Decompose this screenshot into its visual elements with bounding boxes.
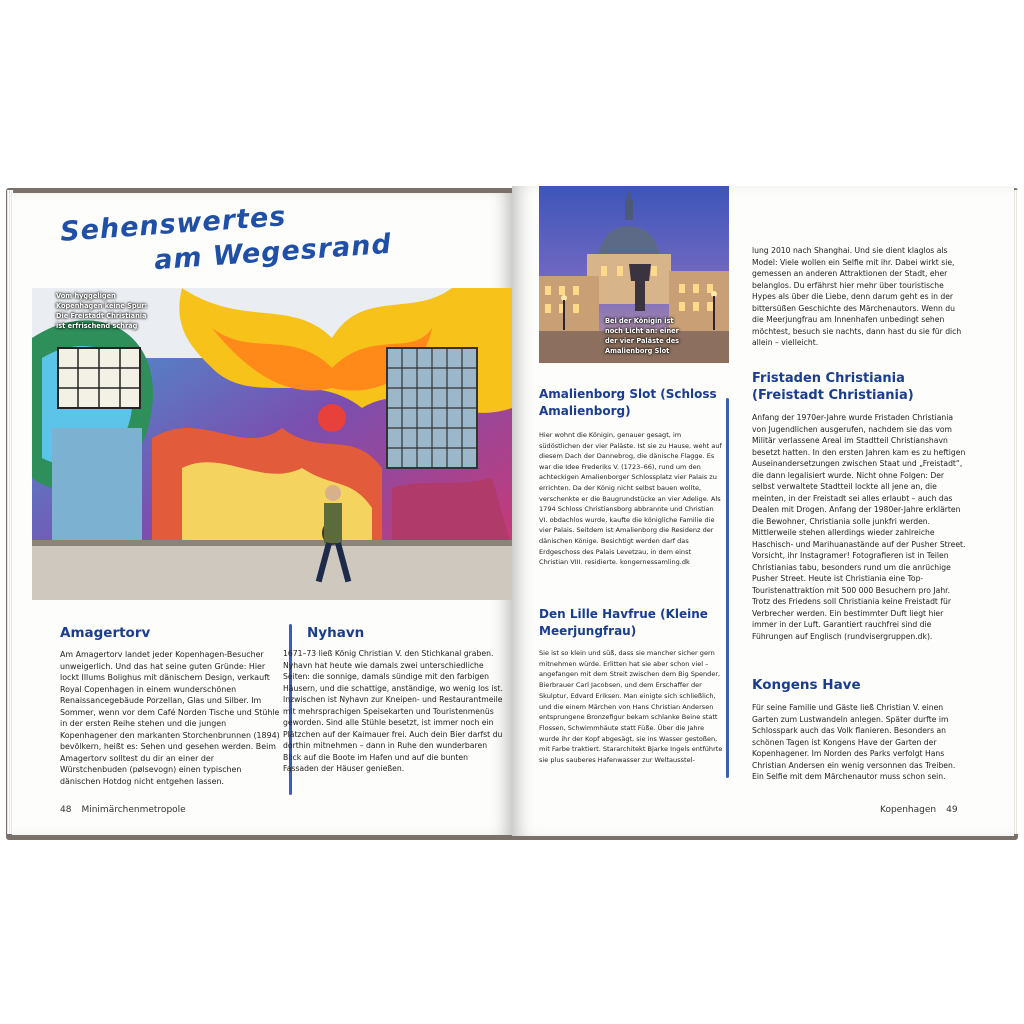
havfrue-text-continued: lung 2010 nach Shanghai. Und sie dient klaglos als Model: Viele wollen ein Selfie mit ihr. Dabei wirkt sie, gemessen an anderen Attraktionen der Stadt, eher belanglos. Du erfährst hier mehr über touristische Hypes als über die Liebe, denn darum geht es in der bittersüßen Geschichte des Märchenautors. Wenn du die Meerjungfrau am Innenhafen unbedingt sehen möchtest, besuch sie nachts, dann hast du sie für dich allein – vielleicht. <box>752 246 962 347</box>
havfrue-heading: Den Lille Havfrue (Kleine Meerjungfrau) <box>539 607 708 638</box>
amalienborg-text: Hier wohnt die Königin, genauer gesagt, im südöstlichen der vier Paläste. Ist sie zu Hause, weht auf diesem Dach der Dannebrog, die dänische Flagge. Es war die Idee Frederiks V. (1723–66), rund um den achteckigen Amalienborger Schlossplatz vier Palais zu errichten. Da der König nicht selbst bauen wollte, verschenkte er die Baugrundstücke an vier Adelige. Als 1794 Schloss Christiansborg abbrannte und Christian VI. obdachlos wurde, kaufte die königliche Familie die vier Palais. Seitdem ist Amalienborg die Residenz der dänischen Könige. Besichtigt werden darf das Erdgeschoss des Palais Levetzau, in dem einst Christian VIII. residierte. kongernessamling.dk <box>539 431 722 567</box>
right-page-number: 49 <box>946 805 958 815</box>
right-page <box>512 186 1014 836</box>
left-page-number: 48 <box>60 805 72 815</box>
amalienborg-heading: Amalienborg Slot (Schloss Amalienborg) <box>539 387 717 418</box>
amagertorv-text: Am Amagertorv landet jeder Kopenhagen-Besucher unweigerlich. Und das hat seine guten Gründe: Hier lockt Illums Bolighus mit dänischem Design, verkauft Royal Copenhagen in einem wunderschönen Renaissancegebäude Porzellan, Glas und Silber. Im Sommer, wenn vor dem Café Norden Tische und Stühle in der ersten Reihe stehen und die jungen Kopenhagener den markanten Storchenbrunnen (1894) bevölkern, heißt es: Sehen und gesehen werden. Beim Amagertorv solltest du dir an einer der Würstchenbuden (pølsevogn) einen typischen dänischen Hotdog nicht entgehen lassen. <box>60 650 280 786</box>
christiania-text: Anfang der 1970er-Jahre wurde Fristaden Christiania von Jugendlichen ausgerufen, nachdem sie das vom Militär verlassene Areal im Stadtteil Christianshavn besetzt hatten. In den ersten Jahren kam es zu heftigen Auseinandersetzungen zwischen Staat und „Freistadt“, die dann legalisiert wurde. Nicht ohne Folgen: Der selbst verwaltete Stadtteil lockte all jene an, die meinten, in der Freistadt sei alles erlaubt – auch das Dealen mit Drogen. Anfang der 1980er-Jahre erklärten die Bewohner, Christiania solle junkfri werden. Mittlerweile stehen allerdings wieder zahlreiche Haschisch- und Marihuanastände auf der Pusher Street. Vorsicht, ihr Instagramer! Fotografieren ist in Teilen Christianias tabu, besonders rund um die anrüchige Pusher Street. Heute ist Christiania eine Top-Touristenattraktion mit 500 000 Besuchern pro Jahr. Trotz des Friedens soll Christiania keine Freistadt für Verbrecher werden. Ein bestimmter Duft liegt hier immer in der Luft. Garantiert rauchfrei sind die Führungen auf Englisch (rundvisergruppen.dk). <box>752 413 966 641</box>
page-title-line2: am Wegesrand <box>153 228 393 277</box>
kongens-have-heading: Kongens Have <box>752 677 861 693</box>
havfrue-text: Sie ist so klein und süß, dass sie mancher sicher gern mitnehmen würde. Erlitten hat sie aber schon viel – angefangen mit dem Streit zwischen dem Big Spender, Bierbrauer Carl Jacobsen, und dem Erschaffer der Skulptur, Edvard Eriksen. Man einigte sich schließlich, und die einem Märchen von Hans Christian Andersen entsprungene Bronzefigur bekam schlanke Beine statt Flossen, Schwimmhäute statt Füße. Über die Jahre wurde ihr der Kopf abgesägt, sie ins Wasser gestoßen, mit Farbe traktiert. Stararchitekt Bjarke Ingels entführte sie plus sauberes Hafenwasser zur Weltausstel- <box>539 649 723 765</box>
nyhavn-text: 1671–73 ließ König Christian V. den Stichkanal graben. Nyhavn hat heute wie damals zwei unterschiedliche Seiten: die sonnige, damals sündige mit den farbigen Häusern, und die schattige, anständige, wo wenig los ist. Inzwischen ist Nyhavn zur Kneipen- und Restaurantmeile mit mehrsprachigen Speisekarten und Touristenmenüs geworden. Sind alle Stühle besetzt, ist immer noch ein Plätzchen auf der Kaimauer frei. Auch dein Bier darfst du dorthin mitnehmen – dann in Ruhe den wunderbaren Blick auf die Boote im Hafen und auf die bunten Fassaden der Häuser genießen. <box>283 649 503 773</box>
right-folio <box>880 805 958 815</box>
right-running-head: Kopenhagen <box>880 805 937 815</box>
left-page <box>12 193 512 835</box>
christiania-heading: Fristaden Christiania (Freistadt Christiania) <box>752 371 914 403</box>
page-title-line1: Sehenswertes <box>59 201 288 248</box>
christiania-graffiti-photo <box>32 288 512 600</box>
amagertorv-heading: Amagertorv <box>60 625 151 641</box>
amalienborg-photo-caption: Bei der Königin ist noch Licht an: einer der vier Paläste des Amalienborg Slot <box>605 317 680 355</box>
kongens-have-text: Für seine Familie und Gäste ließ Christian V. einen Garten zum Lustwandeln anlegen. Später durfte im Schlosspark auch das Volk flanieren. Besonders an schönen Tagen ist Kongens Have der Garten der Kopenhagener. Im Norden des Parks verfolgt Hans Christian Andersen ein wenig versonnen das Treiben. Ein Selfie mit dem Märchenautor muss schon sein. <box>752 703 956 781</box>
graffiti-photo-caption: Vom hyggeligen Kopenhagen keine Spur: Die Freistadt Christiania ist erfrischend schräg <box>56 292 148 330</box>
left-folio <box>60 805 186 815</box>
nyhavn-heading: Nyhavn <box>307 625 365 641</box>
column-divider <box>726 398 729 778</box>
left-running-head: Minimärchenmetropole <box>81 805 186 815</box>
